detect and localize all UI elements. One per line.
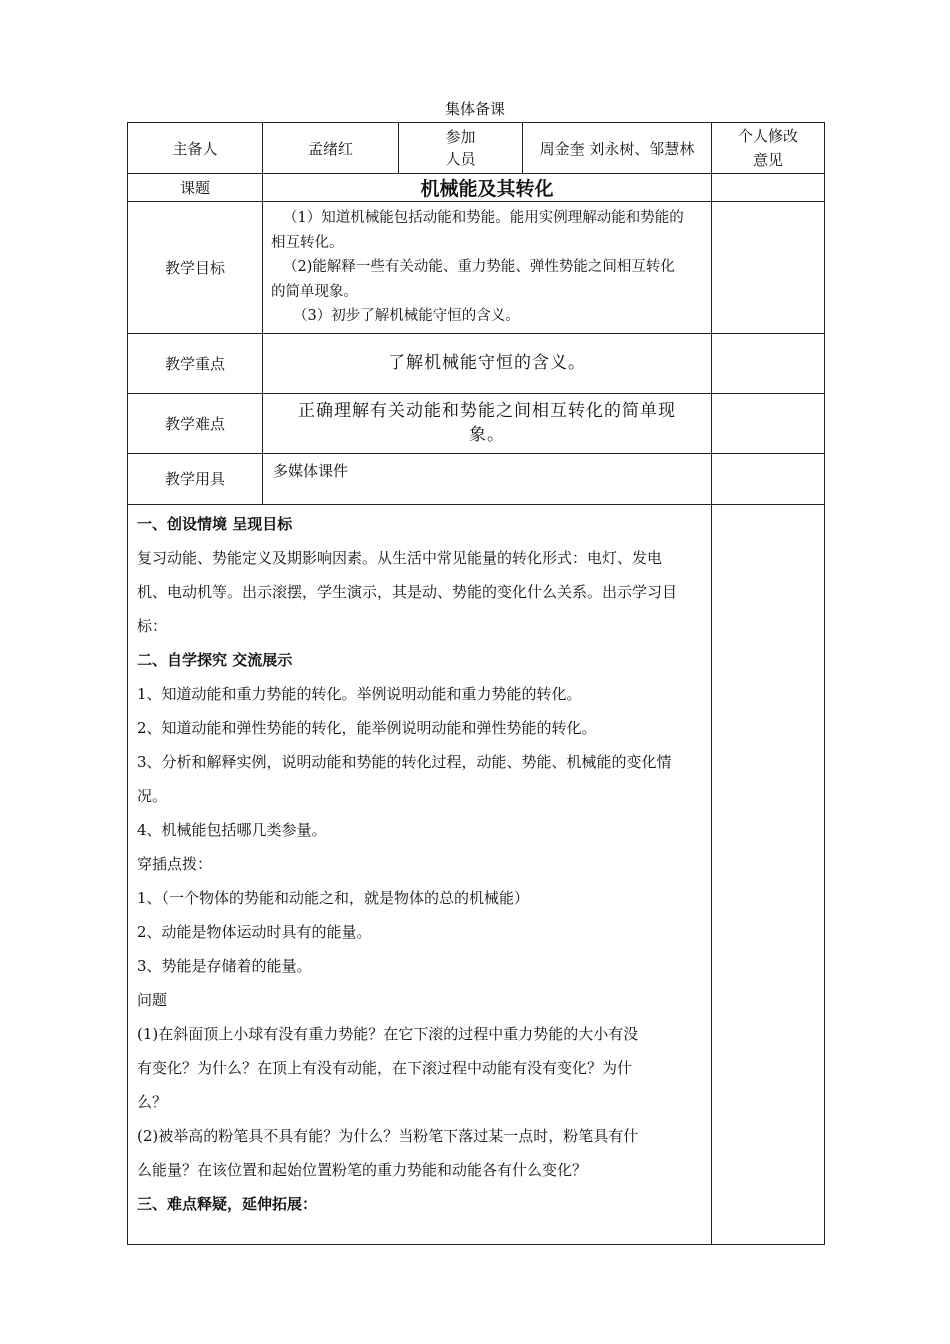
- header-row: [128, 123, 825, 174]
- teaching-process-content: [128, 504, 712, 1244]
- revision-label-line2: 意见: [752, 151, 783, 169]
- revision-label: [712, 123, 825, 174]
- objective-line: （3）初步了解机械能守恒的含义。: [293, 308, 520, 324]
- key-points-row: [128, 333, 825, 393]
- revision-cell-objectives: [712, 202, 825, 334]
- teaching-process-row: [128, 504, 825, 1244]
- list-item: 3、分析和解释实例，说明动能和势能的转化过程，动能、势能、机械能的变化情: [137, 752, 672, 771]
- section-title: 二、自学探究 交流展示: [137, 650, 293, 669]
- tip-item: 1、（一个物体的势能和动能之和，就是物体的总的机械能）: [137, 888, 530, 907]
- tip-item: 3、势能是存储着的能量。: [137, 956, 312, 975]
- key-points-label: 教学重点: [128, 333, 263, 393]
- lesson-plan-table: [127, 122, 825, 1245]
- body-paragraph: 标：: [137, 616, 168, 635]
- lesson-title: 机械能及其转化: [263, 174, 712, 202]
- difficulties-line2: 象。: [469, 425, 505, 445]
- question-line: (2)被举高的粉笔具不具有能？为什么？当粉笔下落过某一点时，粉笔具有什: [137, 1126, 639, 1145]
- objective-line: （1）知道机械能包括动能和势能。能用实例理解动能和势能的: [283, 210, 684, 226]
- tip-item: 2、动能是物体运动时具有的能量。: [137, 922, 372, 941]
- topic-row: [128, 174, 825, 202]
- revision-cell-tools: [712, 453, 825, 504]
- difficulties-content: [263, 393, 712, 453]
- list-item: 4、机械能包括哪几类参量。: [137, 820, 327, 839]
- body-paragraph: 复习动能、势能定义及期影响因素。从生活中常见能量的转化形式：电灯、发电: [137, 548, 663, 567]
- preparer-name: 孟绪红: [263, 123, 399, 174]
- questions-label: 问题: [137, 990, 168, 1009]
- tips-label: 穿插点拨：: [137, 854, 213, 873]
- question-line: 么？: [137, 1092, 168, 1111]
- list-item: 2、知道动能和弹性势能的转化，能举例说明动能和弹性势能的转化。: [137, 718, 597, 737]
- objective-line: （2)能解释一些有关动能、重力势能、弹性势能之间相互转化: [283, 259, 675, 275]
- objective-line: 的简单现象。: [271, 283, 358, 300]
- difficulties-line1: 正确理解有关动能和势能之间相互转化的简单现: [298, 401, 676, 421]
- objectives-content: [263, 202, 712, 334]
- objectives-label: 教学目标: [128, 202, 263, 334]
- document-title: 集体备课: [444, 100, 505, 118]
- participants-names: 周金奎 刘永树、邹慧林: [523, 123, 712, 174]
- participants-label-line2: 人员: [445, 150, 476, 168]
- topic-label: 课题: [128, 174, 263, 202]
- body-paragraph: 机、电动机等。出示滚摆，学生演示，其是动、势能的变化什么关系。出示学习目: [137, 582, 678, 601]
- question-line: (1)在斜面顶上小球有没有重力势能？在它下滚的过程中重力势能的大小有没: [137, 1024, 639, 1043]
- objectives-row: [128, 202, 825, 334]
- list-item: 况。: [137, 786, 168, 805]
- list-item: 1、知道动能和重力势能的转化。举例说明动能和重力势能的转化。: [137, 684, 582, 703]
- objective-line: 相互转化。: [271, 234, 344, 251]
- participants-label-line1: 参加: [445, 128, 476, 146]
- question-line: 有变化？为什么？在顶上有没有动能，在下滚过程中动能有没有变化？为什: [137, 1058, 633, 1077]
- difficulties-label: 教学难点: [128, 393, 263, 453]
- tools-label: 教学用具: [128, 453, 263, 504]
- revision-cell-difficulties: [712, 393, 825, 453]
- revision-cell-key-points: [712, 333, 825, 393]
- revision-label-line1: 个人修改: [737, 127, 798, 145]
- difficulties-row: [128, 393, 825, 453]
- preparer-label: 主备人: [128, 123, 263, 174]
- key-points-content: 了解机械能守恒的含义。: [263, 333, 712, 393]
- tools-content: 多媒体课件: [263, 453, 712, 504]
- tools-row: [128, 453, 825, 504]
- section-title: 一、创设情境 呈现目标: [137, 514, 293, 533]
- revision-cell-topic: [712, 174, 825, 202]
- question-line: 么能量？在该位置和起始位置粉笔的重力势能和动能各有什么变化？: [137, 1160, 588, 1179]
- revision-cell-process: [712, 504, 825, 1244]
- participants-label: [399, 123, 523, 174]
- section-title: 三、难点释疑，延伸拓展：: [137, 1194, 318, 1213]
